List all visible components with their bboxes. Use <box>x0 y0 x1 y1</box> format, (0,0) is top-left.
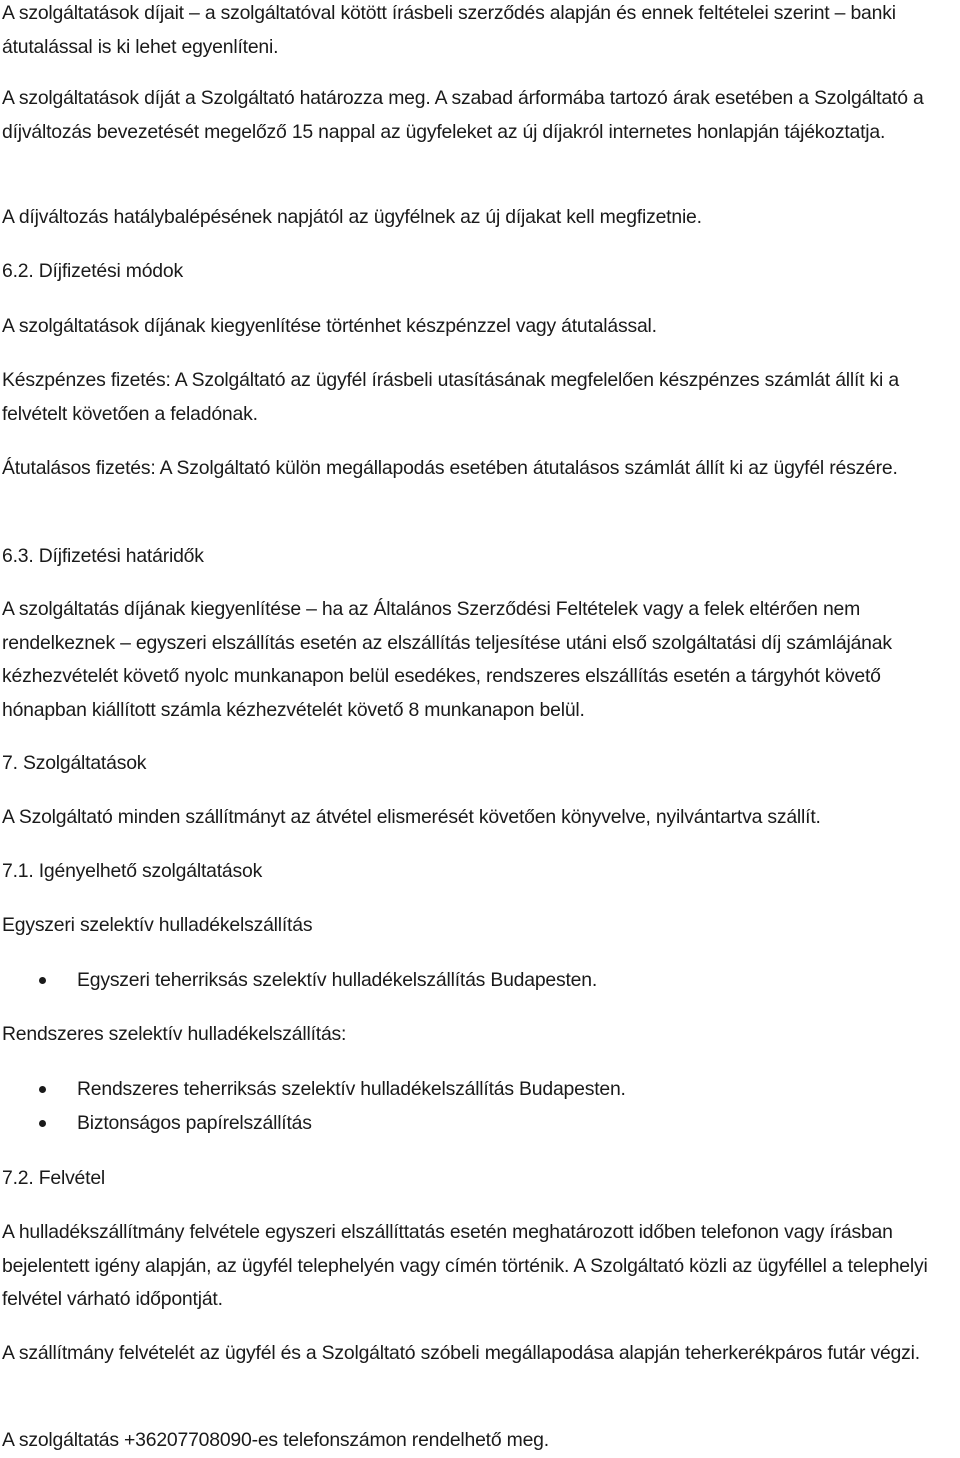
paragraph-regular-collection: Rendszeres szelektív hulladékelszállítás: <box>2 1023 347 1045</box>
paragraph-transfer-payment: Átutalásos fizetés: A Szolgáltató külön megállapodás esetében átutalásos számlát állít ki az ügyfél részére. <box>2 457 898 479</box>
heading-7-1: 7.1. Igényelhető szolgáltatások <box>2 860 263 882</box>
bullet-icon <box>39 1086 46 1093</box>
paragraph-payment-deadlines: A szolgáltatás díjának kiegyenlítése – ha az Általános Szerződési Feltételek vagy a felek eltérően nem rendelkeznek – egyszeri elszállítás esetén az elszállítás teljesítése utáni első szolgáltatási díj számlájának kézhezvételét követő nyolc munkanapon belül esedékes, rendszeres elszállítás esetén a tárgyhót követő hónapban kiállított számla kézhezvételét követő 8 munkanapon belül. <box>2 598 892 721</box>
list-regular-services <box>0 1073 958 1140</box>
heading-7-2: 7.2. Felvétel <box>2 1167 106 1189</box>
list-item-text: Biztonságos papírelszállítás <box>77 1111 312 1134</box>
paragraph-cash-payment: Készpénzes fizetés: A Szolgáltató az ügyfél írásbeli utasításának megfelelően készpénzes számlát állít ki a felvételt követően a feladónak. <box>2 369 899 425</box>
paragraph-effective-date: A díjváltozás hatálybalépésének napjától az ügyfélnek az új díjakat kell megfizetnie. <box>2 206 702 228</box>
paragraph-shipments: A Szolgáltató minden szállítmányt az átvétel elismerését követően könyvelve, nyilvántartva szállít. <box>2 806 821 828</box>
heading-7: 7. Szolgáltatások <box>2 752 147 774</box>
list-one-time-services <box>0 964 958 998</box>
paragraph-courier: A szállítmány felvételét az ügyfél és a Szolgáltató szóbeli megállapodása alapján teherkerékpáros futár végzi. <box>2 1342 920 1364</box>
heading-6-3: 6.3. Díjfizetési határidők <box>2 545 204 567</box>
heading-6-2: 6.2. Díjfizetési módok <box>2 260 183 282</box>
paragraph-pickup: A hulladékszállítmány felvétele egyszeri elszállíttatás esetén meghatározott időben telefonon vagy írásban bejelentett igény alapján, az ügyfél telephelyén vagy címén történik. A Szolgáltató közli az ügyféllel a telephelyi felvétel várható időpontját. <box>2 1221 928 1310</box>
list-item-text: Rendszeres teherriksás szelektív hulladékelszállítás Budapesten. <box>77 1078 626 1100</box>
list-item <box>0 1073 958 1107</box>
paragraph-one-time-collection: Egyszeri szelektív hulladékelszállítás <box>2 914 313 936</box>
paragraph-prices <box>2 82 958 149</box>
list-item <box>0 1107 958 1141</box>
bullet-icon <box>39 1120 46 1127</box>
bullet-icon <box>39 977 46 984</box>
paragraph-phone-order: A szolgáltatás +36207708090-es telefonszámon rendelhető meg. <box>2 1429 549 1451</box>
paragraph-payment-methods: A szolgáltatások díjának kiegyenlítése történhet készpénzzel vagy átutalással. <box>2 315 657 337</box>
paragraph-prices-text: A szolgáltatások díját a Szolgáltató határozza meg. A szabad árformába tartozó árak esetében a Szolgáltató a díjváltozás bevezetését megelőző 15 nappal az ügyfeleket az új díjakról internetes honlapján tájékoztatja. <box>2 87 924 143</box>
list-item <box>0 964 958 998</box>
list-item-text: Egyszeri teherriksás szelektív hulladékelszállítás Budapesten. <box>77 969 598 991</box>
paragraph-intro: A szolgáltatások díjait – a szolgáltatóval kötött írásbeli szerződés alapján és ennek feltételei szerint – banki átutalással is ki lehet egyenlíteni. <box>2 2 896 58</box>
